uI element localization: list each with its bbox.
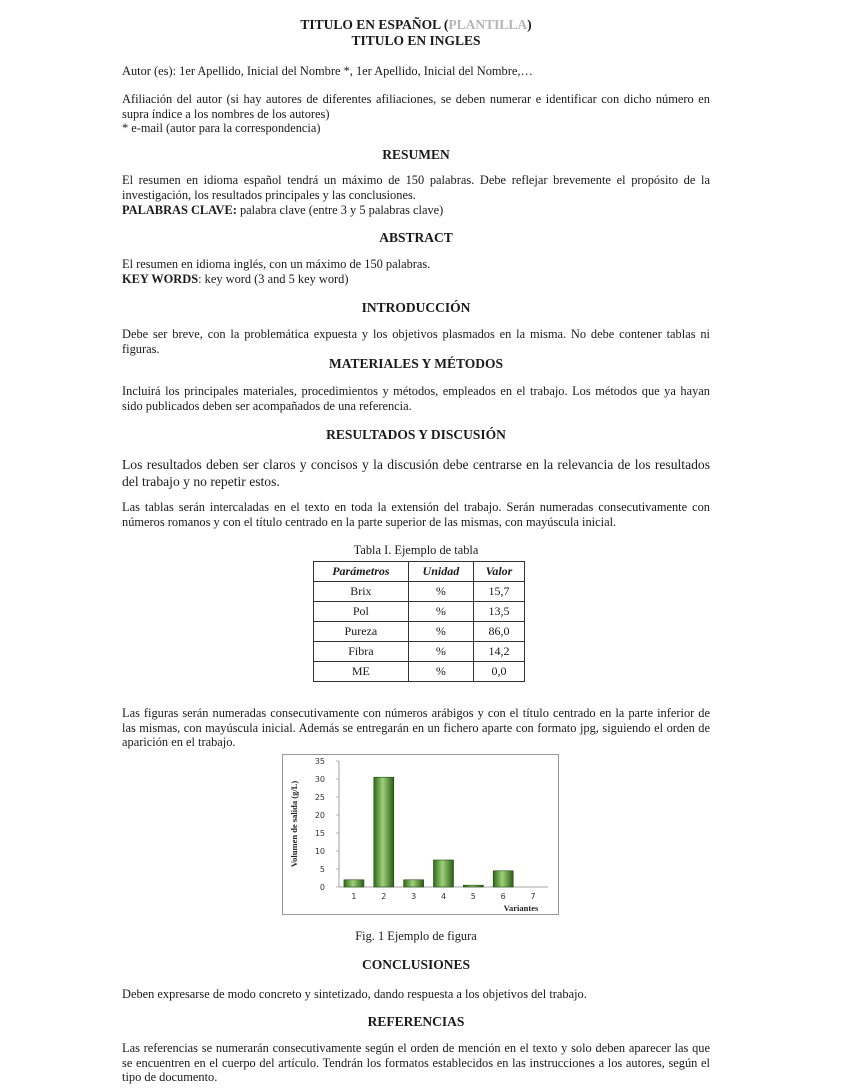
conclusiones-text: Deben expresarse de modo concreto y sintetizado, dando respuesta a los objetivos del trabajo. [122, 987, 587, 1001]
resultados-text-3: Las figuras serán numeradas consecutivamente con números arábigos y con el título centrado en la parte inferior de las mismas, con mayúscula inicial. Además se entregarán en un fichero aparte con formato jpg, siguiendo el orden de aparición en el trabajo. [122, 706, 710, 749]
y-tick-label: 30 [314, 775, 325, 784]
table-cell: Fibra [314, 642, 409, 662]
table-cell: 14,2 [474, 642, 525, 662]
table-cell: Brix [314, 582, 409, 602]
resultados-text-1: Los resultados deben ser claros y concisos y la discusión debe centrarse en la relevancia de los resultados del trabajo y no repetir estos. [122, 457, 710, 489]
table-header-cell: Unidad [408, 562, 473, 582]
x-axis-label: Variantes [503, 903, 539, 913]
conclusiones-heading: CONCLUSIONES [361, 957, 471, 972]
y-tick-label: 15 [314, 829, 325, 838]
table-cell: 15,7 [474, 582, 525, 602]
referencias-heading: REFERENCIAS [367, 1014, 465, 1029]
table-cell: ME [314, 662, 409, 682]
y-tick-label: 10 [314, 847, 325, 856]
table-cell: % [408, 602, 473, 622]
resultados-text-2: Las tablas serán intercaladas en el texto en toda la extensión del trabajo. Serán numeradas consecutivamente con números romanos y con el título centrado en la parte superior de las mismas, con mayúscula inicial. [122, 500, 710, 529]
bar-chart [283, 755, 558, 914]
abstract-text: El resumen en idioma inglés, con un máximo de 150 palabras. [122, 257, 431, 271]
table-cell: 86,0 [474, 622, 525, 642]
table-header-cell: Parámetros [314, 562, 409, 582]
resumen-keywords [122, 203, 710, 218]
materiales-heading: MATERIALES Y MÉTODOS [328, 356, 504, 371]
title-es-faint: PLANTILLA [448, 17, 528, 32]
y-tick-label: 35 [314, 757, 325, 766]
y-tick-label: 25 [314, 793, 325, 802]
title-es [122, 17, 710, 33]
bar [463, 885, 483, 887]
introduccion-heading: INTRODUCCIÓN [361, 300, 471, 315]
resumen-heading: RESUMEN [382, 147, 450, 162]
table-caption: Tabla I. Ejemplo de tabla [353, 543, 479, 557]
table-cell: % [408, 662, 473, 682]
figure-caption: Fig. 1 Ejemplo de figura [355, 929, 477, 943]
bar [374, 777, 394, 887]
resumen-text: El resumen en idioma español tendrá un máximo de 150 palabras. Debe reflejar brevemente el propósito de la investigación, los resultados principales y las conclusiones. [122, 173, 710, 202]
y-tick-label: 0 [319, 883, 325, 892]
y-tick-label: 20 [314, 811, 325, 820]
y-tick-label: 5 [319, 865, 325, 874]
abstract-keywords [122, 272, 710, 287]
title-es-suffix: ) [527, 17, 532, 32]
authors-line: Autor (es): 1er Apellido, Inicial del Nombre *, 1er Apellido, Inicial del Nombre,… [122, 64, 533, 78]
table-cell: 13,5 [474, 602, 525, 622]
x-tick-label: 3 [411, 892, 417, 901]
table-header-cell: Valor [474, 562, 525, 582]
table-row [314, 622, 525, 642]
y-axis-label: Volumen de salida (g/L) [289, 780, 299, 868]
table-header-row [314, 562, 525, 582]
title-en: TITULO EN INGLES [351, 33, 481, 48]
resultados-heading: RESULTADOS Y DISCUSIÓN [326, 427, 506, 442]
x-tick-label: 7 [530, 892, 536, 901]
bar [434, 860, 454, 887]
referencias-text: Las referencias se numerarán consecutivamente según el orden de mención en el texto y solo deben aparecer las que se encuentren en el cuerpo del artículo. Tendrán los formatos establecidos en las instrucciones a los autores, según el tipo de documento. [122, 1041, 710, 1084]
key-words-label: KEY WORDS [122, 272, 199, 286]
affiliation: Afiliación del autor (si hay autores de diferentes afiliaciones, se deben numerar e identificar con dicho número en supra índice a los nombres de los autores) [122, 92, 710, 121]
data-table [313, 561, 525, 682]
abstract-heading: ABSTRACT [379, 230, 453, 245]
materiales-text: Incluirá los principales materiales, procedimientos y métodos, empleados en el trabajo. Los métodos que ya hayan sido publicados deben ser acompañados de una referencia. [122, 384, 710, 413]
x-tick-label: 4 [440, 892, 447, 901]
email-note: * e-mail (autor para la correspondencia) [122, 121, 321, 135]
key-words-text: : key word (3 and 5 key word) [198, 272, 349, 286]
bar [344, 880, 364, 887]
figure-chart [282, 754, 559, 915]
table-row [314, 582, 525, 602]
x-tick-label: 1 [351, 892, 357, 901]
table-cell: % [408, 582, 473, 602]
table-row [314, 602, 525, 622]
table-cell: % [408, 622, 473, 642]
table-cell: 0,0 [474, 662, 525, 682]
introduccion-text: Debe ser breve, con la problemática expuesta y los objetivos plasmados en la misma. No debe contener tablas ni figuras. [122, 327, 710, 356]
table-cell: % [408, 642, 473, 662]
bar [404, 880, 424, 887]
palabras-clave-text: palabra clave (entre 3 y 5 palabras clave) [236, 203, 444, 217]
x-tick-label: 6 [500, 892, 506, 901]
table-cell: Pol [314, 602, 409, 622]
table-row [314, 662, 525, 682]
bar [493, 871, 513, 887]
table-cell: Pureza [314, 622, 409, 642]
table-row [314, 642, 525, 662]
x-tick-label: 2 [381, 892, 387, 901]
palabras-clave-label: PALABRAS CLAVE: [122, 203, 237, 217]
title-es-prefix: TITULO EN ESPAÑOL ( [300, 17, 449, 32]
x-tick-label: 5 [470, 892, 476, 901]
